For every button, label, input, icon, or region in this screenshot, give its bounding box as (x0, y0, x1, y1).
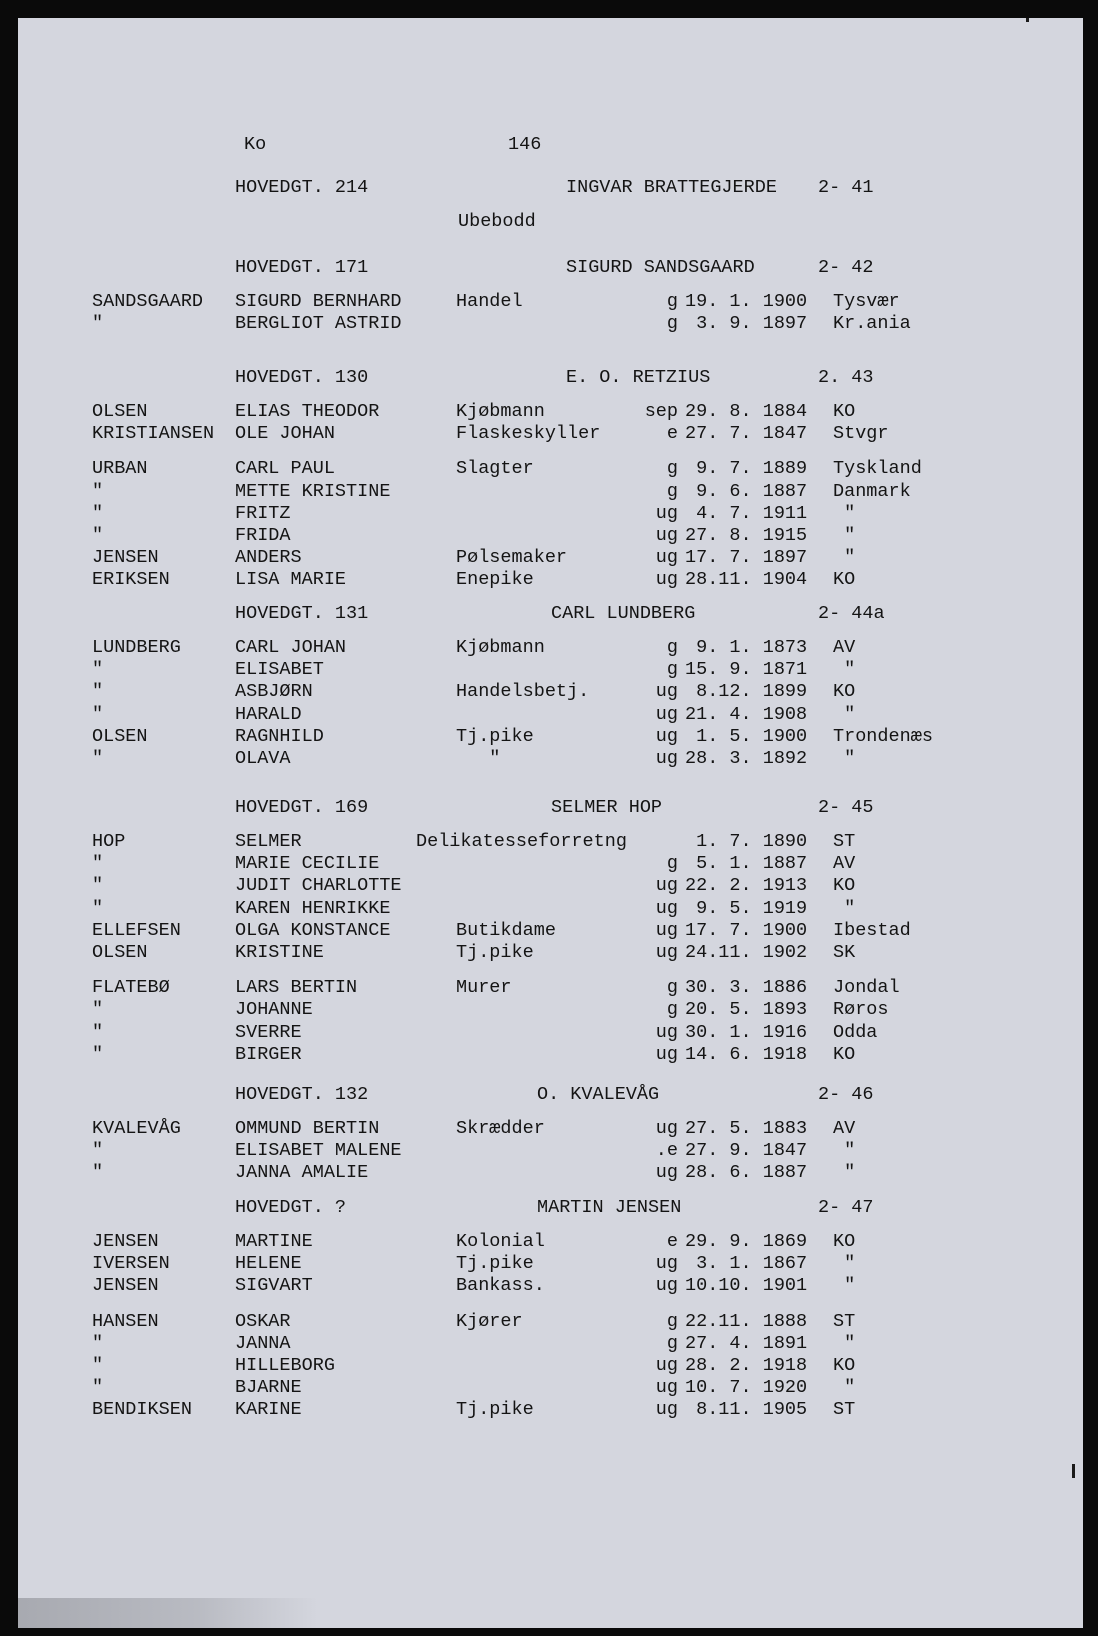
resident-surname: " (92, 703, 104, 725)
property-owner: E. O. RETZIUS (566, 367, 711, 388)
resident-marital-status: ug (655, 897, 678, 919)
resident-row (18, 875, 1083, 898)
resident-marital-status: g (666, 313, 678, 335)
resident-given-names: MARIE CECILIE (235, 853, 380, 875)
resident-row (18, 525, 1083, 548)
resident-surname: HOP (92, 831, 126, 852)
resident-given-names: CARL JOHAN (235, 637, 347, 658)
resident-given-names: HELENE (235, 1253, 302, 1275)
resident-birthplace: Ibestad (833, 919, 911, 941)
resident-surname: IVERSEN (92, 1253, 170, 1275)
resident-occupation: Kolonial (456, 1231, 545, 1252)
resident-surname: KVALEVÅG (92, 1118, 181, 1139)
resident-marital-status: ug (655, 1118, 678, 1139)
resident-birth-date: 30. 3. 1886 (685, 977, 808, 999)
property-owner: MARTIN JENSEN (537, 1197, 682, 1218)
resident-birthplace: ST (833, 1310, 856, 1332)
resident-given-names: CARL PAUL (235, 458, 335, 480)
vacancy-note-row (18, 211, 1083, 234)
resident-birth-date: 10.10. 1901 (685, 1275, 808, 1297)
resident-given-names: ELISABET (235, 659, 324, 681)
record-number: 2- 44a (818, 603, 885, 624)
resident-birthplace: KO (833, 1043, 856, 1065)
resident-given-names: ELIAS THEODOR (235, 401, 380, 422)
resident-birthplace: AV (833, 637, 856, 658)
resident-birthplace: AV (833, 853, 856, 875)
address-header (18, 1084, 1083, 1107)
resident-birthplace: SK (833, 942, 856, 963)
record-number: 2- 47 (818, 1197, 874, 1218)
resident-row (18, 1355, 1083, 1378)
resident-surname: " (92, 748, 104, 769)
resident-surname: JENSEN (92, 1231, 159, 1252)
resident-row (18, 503, 1083, 526)
resident-marital-status: sep (644, 401, 678, 422)
resident-occupation: Tj.pike (456, 942, 534, 963)
resident-given-names: FRIDA (235, 525, 291, 546)
resident-birth-date: 4. 7. 1911 (685, 502, 808, 524)
resident-occupation: " (456, 748, 501, 769)
resident-given-names: LISA MARIE (235, 569, 347, 591)
resident-birthplace: Tyskland (833, 458, 922, 480)
street-address: HOVEDGT. 132 (235, 1084, 369, 1105)
resident-occupation: Tj.pike (456, 1399, 534, 1421)
resident-marital-status: .e (655, 1140, 678, 1162)
resident-given-names: MARTINE (235, 1231, 313, 1252)
resident-surname: " (92, 681, 104, 703)
resident-marital-status: g (666, 637, 678, 658)
resident-occupation: Pølsemaker (456, 547, 568, 569)
resident-surname: " (92, 525, 104, 546)
resident-occupation: Butikdame (456, 919, 556, 941)
resident-birth-date: 14. 6. 1918 (685, 1043, 808, 1065)
resident-birth-date: 30. 1. 1916 (685, 1021, 808, 1043)
resident-birth-date: 27. 8. 1915 (685, 525, 808, 546)
resident-marital-status: g (666, 1310, 678, 1332)
resident-birthplace: " (833, 525, 856, 546)
resident-surname: " (92, 313, 104, 335)
resident-row (18, 704, 1083, 727)
resident-given-names: KARINE (235, 1399, 302, 1421)
scan-edge-mark (1026, 18, 1029, 22)
property-owner: SIGURD SANDSGAARD (566, 257, 755, 278)
resident-row (18, 831, 1083, 854)
resident-surname: " (92, 1021, 104, 1043)
resident-birth-date: 28. 3. 1892 (685, 748, 808, 769)
property-owner: SELMER HOP (551, 797, 663, 818)
resident-given-names: RAGNHILD (235, 725, 324, 747)
resident-given-names: JANNA (235, 1332, 291, 1354)
resident-birthplace: ST (833, 831, 856, 852)
address-header (18, 603, 1083, 626)
resident-given-names: ASBJØRN (235, 681, 313, 703)
property-owner: CARL LUNDBERG (551, 603, 696, 624)
resident-row (18, 853, 1083, 876)
resident-marital-status: g (666, 999, 678, 1021)
resident-given-names: SIGURD BERNHARD (235, 291, 402, 312)
resident-row (18, 1022, 1083, 1045)
resident-surname: JENSEN (92, 1275, 159, 1297)
resident-occupation: Flaskeskyller (456, 423, 601, 445)
resident-given-names: SVERRE (235, 1021, 302, 1043)
resident-marital-status: g (666, 659, 678, 681)
resident-birth-date: 8.12. 1899 (685, 681, 808, 703)
resident-row (18, 1140, 1083, 1163)
resident-occupation: Delikatesseforretng (416, 831, 627, 852)
resident-row (18, 898, 1083, 921)
resident-row (18, 999, 1083, 1022)
resident-given-names: KAREN HENRIKKE (235, 897, 391, 919)
street-address: HOVEDGT. 130 (235, 367, 369, 388)
resident-occupation: Kjører (456, 1310, 523, 1332)
resident-given-names: ANDERS (235, 547, 302, 569)
resident-given-names: BERGLIOT ASTRID (235, 313, 402, 335)
resident-birthplace: ST (833, 1399, 856, 1421)
resident-birth-date: 17. 7. 1900 (685, 919, 808, 941)
resident-birthplace: " (833, 1377, 856, 1399)
resident-birthplace: " (833, 1275, 856, 1297)
street-address: HOVEDGT. 171 (235, 257, 369, 278)
resident-row (18, 1118, 1083, 1141)
resident-occupation: Tj.pike (456, 1253, 534, 1275)
resident-surname: SANDSGAARD (92, 291, 204, 312)
resident-birth-date: 15. 9. 1871 (685, 659, 808, 681)
resident-birthplace: " (833, 1332, 856, 1354)
resident-birthplace: KO (833, 875, 856, 897)
record-number: 2- 42 (818, 257, 874, 278)
resident-birth-date: 8.11. 1905 (685, 1399, 808, 1421)
resident-row (18, 1377, 1083, 1400)
resident-birthplace: Tysvær (833, 291, 900, 312)
resident-birthplace: " (833, 748, 856, 769)
resident-birth-date: 1. 7. 1890 (685, 831, 808, 852)
resident-row (18, 726, 1083, 749)
resident-surname: LUNDBERG (92, 637, 181, 658)
vacancy-note: Ubebodd (458, 211, 536, 232)
resident-birth-date: 22. 2. 1913 (685, 875, 808, 897)
resident-marital-status: ug (655, 703, 678, 725)
resident-surname: JENSEN (92, 547, 159, 569)
resident-surname: " (92, 1162, 104, 1184)
resident-marital-status: ug (655, 1355, 678, 1376)
resident-surname: " (92, 1332, 104, 1354)
resident-given-names: OSKAR (235, 1310, 291, 1332)
resident-birth-date: 28. 2. 1918 (685, 1355, 808, 1376)
resident-marital-status: e (666, 423, 678, 445)
resident-marital-status: ug (655, 1377, 678, 1399)
resident-birthplace: Trondenæs (833, 725, 933, 747)
resident-marital-status: ug (655, 942, 678, 963)
resident-birthplace: KO (833, 681, 856, 703)
resident-marital-status: ug (655, 525, 678, 546)
resident-birth-date: 28. 6. 1887 (685, 1162, 808, 1184)
resident-surname: " (92, 1355, 104, 1376)
resident-birth-date: 9. 6. 1887 (685, 480, 808, 502)
address-header (18, 797, 1083, 820)
resident-birth-date: 22.11. 1888 (685, 1310, 808, 1332)
resident-surname: BENDIKSEN (92, 1399, 192, 1421)
resident-birthplace: AV (833, 1118, 856, 1139)
resident-marital-status: ug (655, 1275, 678, 1297)
resident-birthplace: Jondal (833, 977, 900, 999)
resident-row (18, 401, 1083, 424)
resident-marital-status: ug (655, 1253, 678, 1275)
resident-birth-date: 5. 1. 1887 (685, 853, 808, 875)
resident-marital-status: ug (655, 1162, 678, 1184)
resident-surname: " (92, 875, 104, 897)
resident-birthplace: " (833, 1140, 856, 1162)
resident-given-names: JANNA AMALIE (235, 1162, 369, 1184)
resident-surname: FLATEBØ (92, 977, 170, 999)
resident-marital-status: ug (655, 569, 678, 591)
resident-row (18, 423, 1083, 446)
resident-birth-date: 27. 4. 1891 (685, 1332, 808, 1354)
street-address: HOVEDGT. ? (235, 1197, 347, 1218)
resident-surname: OLSEN (92, 725, 148, 747)
resident-surname: ELLEFSEN (92, 919, 181, 941)
resident-given-names: HILLEBORG (235, 1355, 335, 1376)
resident-occupation: Handel (456, 291, 523, 312)
resident-given-names: FRITZ (235, 502, 291, 524)
resident-marital-status: g (666, 1332, 678, 1354)
resident-birthplace: Kr.ania (833, 313, 911, 335)
resident-row (18, 481, 1083, 504)
resident-row (18, 920, 1083, 943)
resident-row (18, 1162, 1083, 1185)
resident-occupation: Handelsbetj. (456, 681, 590, 703)
resident-surname: OLSEN (92, 942, 148, 963)
resident-birth-date: 10. 7. 1920 (685, 1377, 808, 1399)
resident-birth-date: 21. 4. 1908 (685, 703, 808, 725)
resident-row (18, 458, 1083, 481)
resident-given-names: BIRGER (235, 1043, 302, 1065)
resident-birth-date: 28.11. 1904 (685, 569, 808, 591)
resident-birth-date: 9. 5. 1919 (685, 897, 808, 919)
resident-surname: " (92, 853, 104, 875)
resident-row (18, 291, 1083, 314)
resident-surname: URBAN (92, 458, 148, 480)
resident-marital-status: ug (655, 502, 678, 524)
resident-given-names: KRISTINE (235, 942, 324, 963)
resident-given-names: SELMER (235, 831, 302, 852)
resident-marital-status: g (666, 291, 678, 312)
resident-birthplace: " (833, 703, 856, 725)
resident-marital-status: ug (655, 1043, 678, 1065)
resident-birth-date: 24.11. 1902 (685, 942, 808, 963)
record-number: 2- 41 (818, 177, 874, 198)
resident-row (18, 1253, 1083, 1276)
resident-row (18, 748, 1083, 771)
resident-marital-status: ug (655, 547, 678, 569)
address-header (18, 257, 1083, 280)
resident-marital-status: ug (655, 681, 678, 703)
resident-row (18, 1231, 1083, 1254)
resident-birthplace: " (833, 502, 856, 524)
resident-surname: ERIKSEN (92, 569, 170, 591)
resident-birthplace: " (833, 897, 856, 919)
property-owner: O. KVALEVÅG (537, 1084, 660, 1105)
resident-birthplace: Danmark (833, 480, 911, 502)
resident-given-names: JOHANNE (235, 999, 313, 1021)
resident-birth-date: 27. 5. 1883 (685, 1118, 808, 1139)
resident-given-names: OLE JOHAN (235, 423, 335, 445)
resident-given-names: METTE KRISTINE (235, 480, 391, 502)
resident-occupation: Enepike (456, 569, 534, 591)
resident-row (18, 313, 1083, 336)
resident-surname: " (92, 1140, 104, 1162)
resident-occupation: Tj.pike (456, 725, 534, 747)
record-number: 2- 45 (818, 797, 874, 818)
resident-row (18, 1044, 1083, 1067)
resident-row (18, 659, 1083, 682)
resident-occupation: Slagter (456, 458, 534, 480)
resident-birthplace: Stvgr (833, 423, 889, 445)
resident-row (18, 569, 1083, 592)
resident-surname: OLSEN (92, 401, 148, 422)
resident-row (18, 1275, 1083, 1298)
resident-surname: " (92, 897, 104, 919)
resident-given-names: OMMUND BERTIN (235, 1118, 380, 1139)
resident-surname: KRISTIANSEN (92, 423, 215, 445)
resident-occupation: Murer (456, 977, 512, 999)
resident-row (18, 1311, 1083, 1334)
address-header (18, 367, 1083, 390)
scan-smudge (18, 1598, 318, 1628)
resident-birth-date: 29. 9. 1869 (685, 1231, 808, 1252)
resident-occupation: Bankass. (456, 1275, 545, 1297)
resident-birth-date: 3. 1. 1867 (685, 1253, 808, 1275)
resident-marital-status: ug (655, 1399, 678, 1421)
street-address: HOVEDGT. 169 (235, 797, 369, 818)
resident-row (18, 681, 1083, 704)
resident-birthplace: " (833, 547, 856, 569)
resident-birth-date: 9. 7. 1889 (685, 458, 808, 480)
resident-birthplace: " (833, 1253, 856, 1275)
resident-row (18, 637, 1083, 660)
resident-birthplace: " (833, 659, 856, 681)
resident-birthplace: KO (833, 1231, 856, 1252)
street-address: HOVEDGT. 214 (235, 177, 369, 198)
resident-birth-date: 3. 9. 1897 (685, 313, 808, 335)
resident-birthplace: KO (833, 569, 856, 591)
resident-given-names: ELISABET MALENE (235, 1140, 402, 1162)
record-number: 2- 46 (818, 1084, 874, 1105)
resident-birthplace: Odda (833, 1021, 878, 1043)
address-header (18, 177, 1083, 200)
resident-given-names: BJARNE (235, 1377, 302, 1399)
address-header (18, 1197, 1083, 1220)
resident-row (18, 977, 1083, 1000)
resident-given-names: OLAVA (235, 748, 291, 769)
resident-birth-date: 29. 8. 1884 (685, 401, 808, 422)
document-page (18, 18, 1083, 1628)
resident-surname: " (92, 1377, 104, 1399)
resident-row (18, 1399, 1083, 1422)
resident-birthplace: KO (833, 401, 856, 422)
resident-birth-date: 1. 5. 1900 (685, 725, 808, 747)
scan-edge-mark (1072, 1464, 1075, 1478)
resident-row (18, 942, 1083, 965)
resident-birth-date: 20. 5. 1893 (685, 999, 808, 1021)
resident-marital-status: ug (655, 1021, 678, 1043)
resident-birthplace: KO (833, 1355, 856, 1376)
property-owner: INGVAR BRATTEGJERDE (566, 177, 777, 198)
resident-surname: HANSEN (92, 1310, 159, 1332)
resident-marital-status: ug (655, 875, 678, 897)
record-number: 2. 43 (818, 367, 874, 388)
resident-birth-date: 27. 9. 1847 (685, 1140, 808, 1162)
resident-row (18, 547, 1083, 570)
resident-marital-status: ug (655, 748, 678, 769)
resident-marital-status: ug (655, 919, 678, 941)
resident-surname: " (92, 1043, 104, 1065)
resident-surname: " (92, 502, 104, 524)
resident-given-names: JUDIT CHARLOTTE (235, 875, 402, 897)
street-address: HOVEDGT. 131 (235, 603, 369, 624)
resident-marital-status: g (666, 480, 678, 502)
resident-marital-status: g (666, 458, 678, 480)
resident-occupation: Skrædder (456, 1118, 545, 1139)
register-code: Ko (244, 134, 267, 155)
resident-given-names: OLGA KONSTANCE (235, 919, 391, 941)
resident-birthplace: Røros (833, 999, 889, 1021)
resident-row (18, 1333, 1083, 1356)
resident-given-names: HARALD (235, 703, 302, 725)
resident-given-names: LARS BERTIN (235, 977, 358, 999)
resident-birth-date: 19. 1. 1900 (685, 291, 808, 312)
resident-birth-date: 17. 7. 1897 (685, 547, 808, 569)
resident-birth-date: 9. 1. 1873 (685, 637, 808, 658)
resident-surname: " (92, 659, 104, 681)
page-number: 146 (508, 134, 542, 155)
resident-occupation: Kjøbmann (456, 401, 545, 422)
resident-birth-date: 27. 7. 1847 (685, 423, 808, 445)
resident-surname: " (92, 480, 104, 502)
resident-surname: " (92, 999, 104, 1021)
resident-occupation: Kjøbmann (456, 637, 545, 658)
resident-birthplace: " (833, 1162, 856, 1184)
resident-marital-status: ug (655, 725, 678, 747)
resident-given-names: SIGVART (235, 1275, 313, 1297)
resident-marital-status: g (666, 977, 678, 999)
resident-marital-status: e (666, 1231, 678, 1252)
resident-marital-status: g (666, 853, 678, 875)
